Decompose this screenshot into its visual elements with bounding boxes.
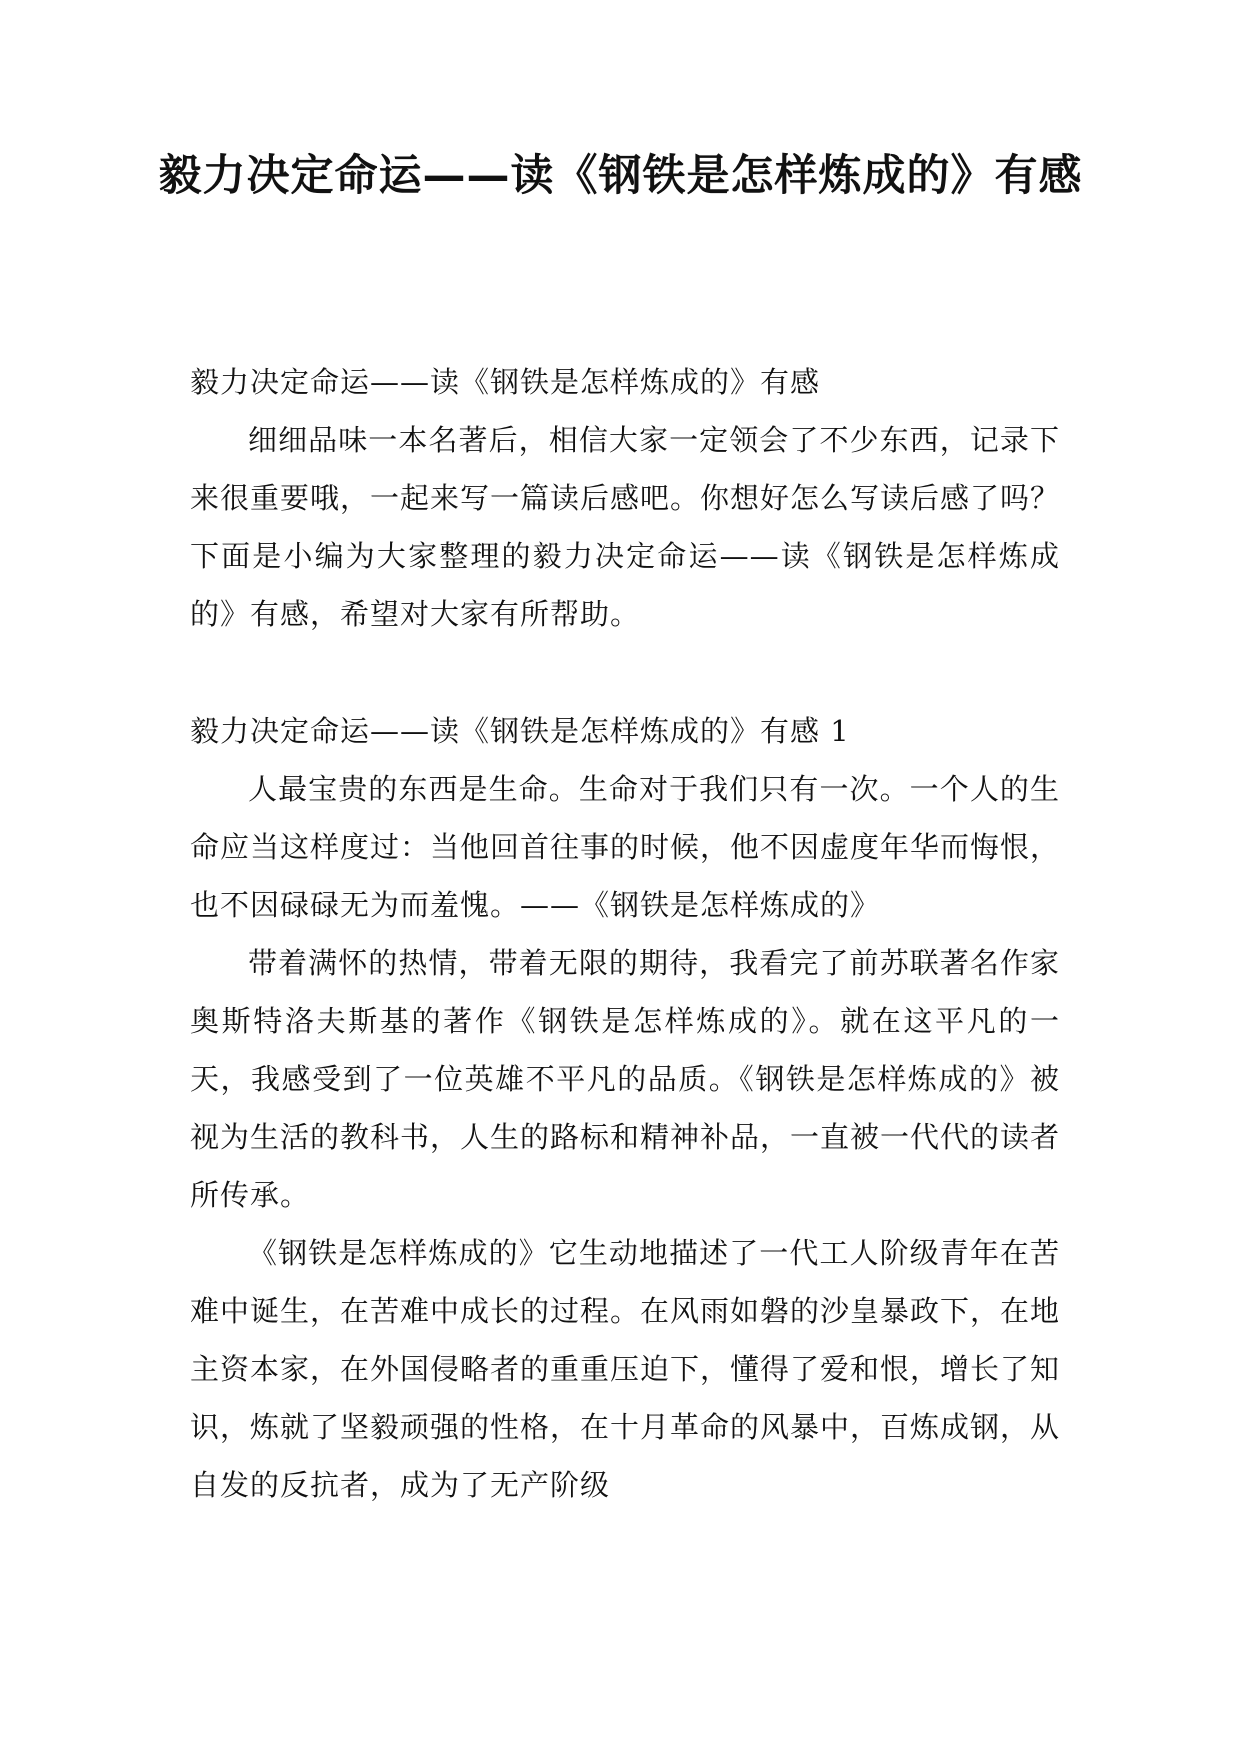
intro-paragraph: 细细品味一本名著后，相信大家一定领会了不少东西，记录下来很重要哦，一起来写一篇读后感吧。你想好怎么写读后感了吗？下面是小编为大家整理的毅力决定命运——读《钢铁是怎样炼成的》有感，希望对大家有所帮助。 bbox=[190, 423, 1061, 631]
intro-heading: 毅力决定命运——读《钢铁是怎样炼成的》有感 bbox=[190, 365, 821, 399]
section-1 bbox=[190, 702, 1060, 1514]
document-title: 毅力决定命运——读《钢铁是怎样炼成的》有感 bbox=[158, 151, 1083, 201]
section-1-paragraph-1: 人最宝贵的东西是生命。生命对于我们只有一次。一个人的生命应当这样度过：当他回首往事的时候，他不因虚度年华而悔恨，也不因碌碌无为而羞愧。——《钢铁是怎样炼成的》 bbox=[190, 772, 1061, 922]
intro-section bbox=[190, 353, 1060, 643]
section-1-heading: 毅力决定命运——读《钢铁是怎样炼成的》有感 1 bbox=[190, 714, 850, 748]
section-1-paragraph-2: 带着满怀的热情，带着无限的期待，我看完了前苏联著名作家奥斯特洛夫斯基的著作《钢铁是怎样炼成的》。就在这平凡的一天，我感受到了一位英雄不平凡的品质。《钢铁是怎样炼成的》被视为生活的教科书，人生的路标和精神补品，一直被一代代的读者所传承。 bbox=[190, 946, 1061, 1212]
section-1-paragraph-3: 《钢铁是怎样炼成的》它生动地描述了一代工人阶级青年在苦难中诞生，在苦难中成长的过程。在风雨如磐的沙皇暴政下，在地主资本家，在外国侵略者的重重压迫下，懂得了爱和恨，增长了知识，炼就了坚毅顽强的性格，在十月革命的风暴中，百炼成钢，从自发的反抗者，成为了无产阶级 bbox=[190, 1236, 1061, 1502]
